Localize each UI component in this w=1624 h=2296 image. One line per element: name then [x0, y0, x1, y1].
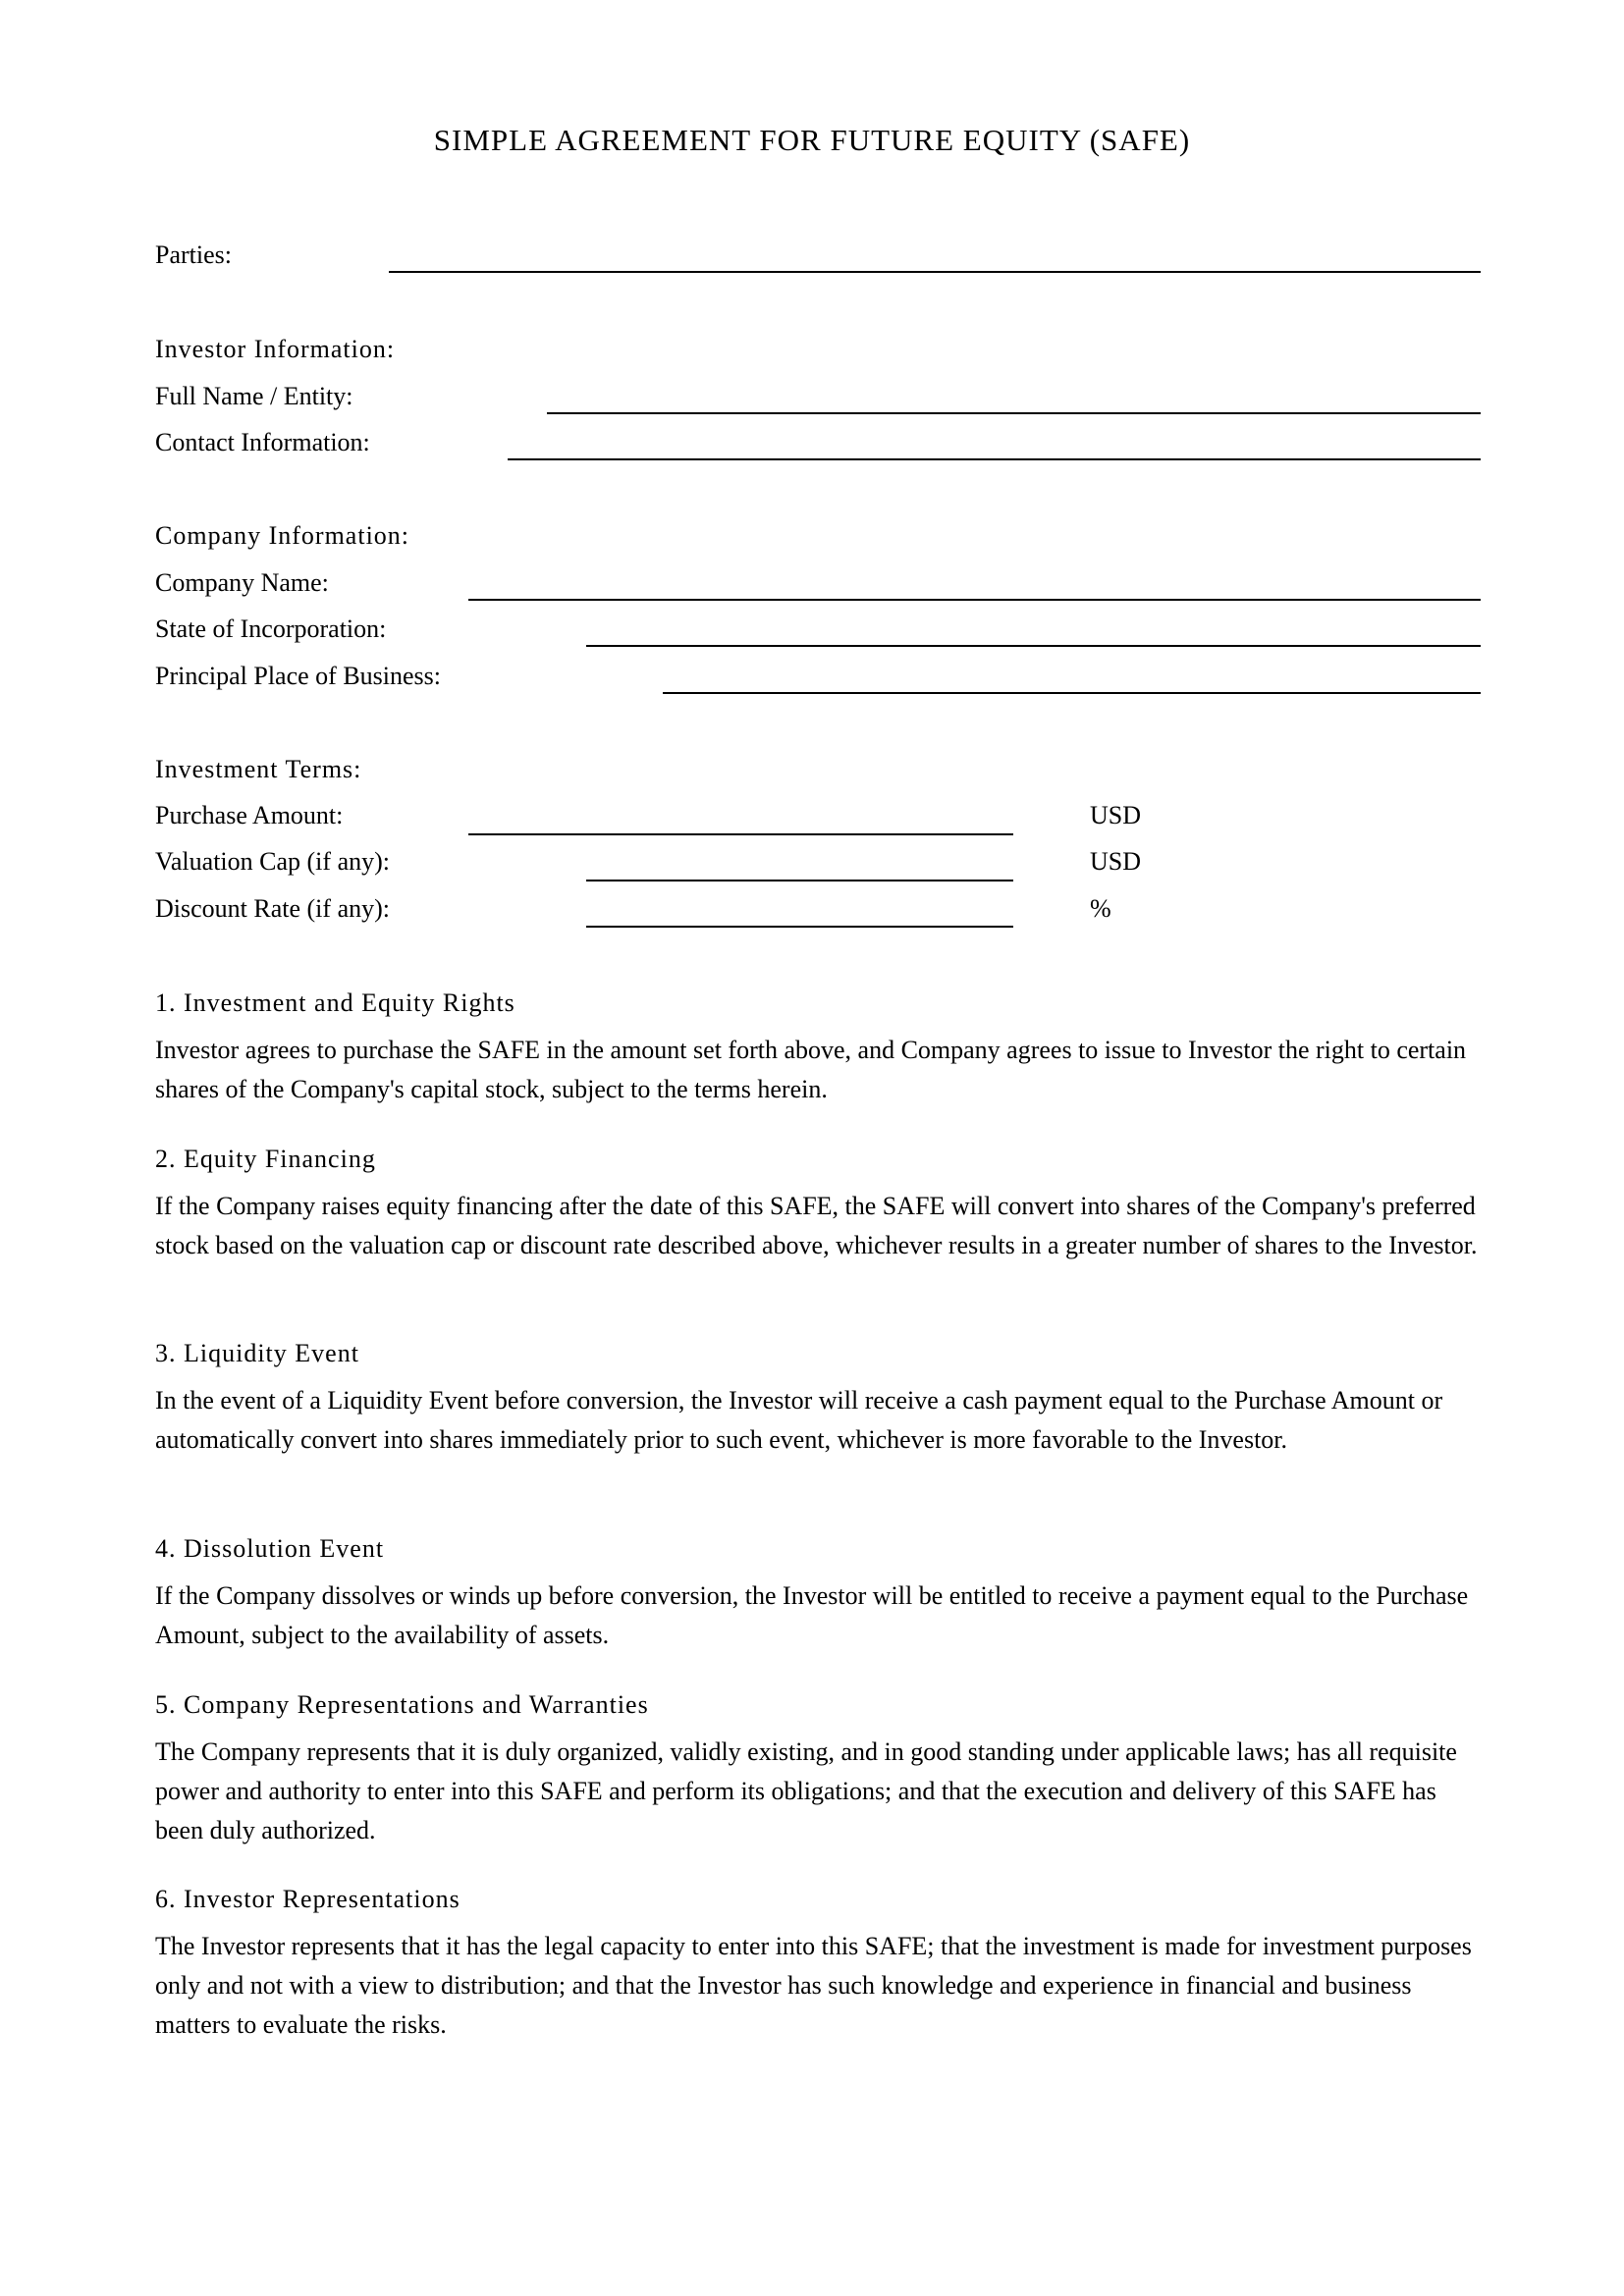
discount-rate-unit: %	[1090, 894, 1111, 923]
full-name-label: Full Name / Entity:	[155, 382, 353, 410]
section-body: The Investor represents that it has the legal capacity to enter into this SAFE; that the investment is made for investment purposes only and not with a view to distribution; and that the Investor has such knowledge and experience in financial and business matters to evaluate the risks.	[155, 1932, 1472, 2039]
section-title: 5. Company Representations and Warranties	[155, 1690, 649, 1719]
company-name-field[interactable]	[468, 599, 1481, 601]
purchase-amount-field[interactable]	[468, 833, 1013, 835]
section-title: 6. Investor Representations	[155, 1885, 460, 1913]
valuation-cap-unit: USD	[1090, 847, 1142, 876]
purchase-amount-label: Purchase Amount:	[155, 801, 344, 829]
section-body: Investor agrees to purchase the SAFE in the amount set forth above, and Company agrees to issue to Investor the right to certain shares of the Company's capital stock, subject to the terms herein.	[155, 1036, 1467, 1103]
company-info-heading: Company Information:	[155, 521, 410, 550]
section-title: 3. Liquidity Event	[155, 1339, 359, 1367]
section-title: 2. Equity Financing	[155, 1145, 376, 1173]
company-name-label: Company Name:	[155, 568, 329, 597]
state-of-incorporation-field[interactable]	[586, 645, 1481, 647]
parties-field[interactable]	[389, 271, 1481, 273]
investor-info-heading: Investor Information:	[155, 335, 396, 363]
section-body: In the event of a Liquidity Event before conversion, the Investor will receive a cash payment equal to the Purchase Amount or automatically convert into shares immediately prior to such event, whichever is more favorable to the Investor.	[155, 1386, 1443, 1454]
purchase-amount-unit: USD	[1090, 801, 1142, 829]
parties-label: Parties:	[155, 240, 232, 269]
document-title: SIMPLE AGREEMENT FOR FUTURE EQUITY (SAFE)	[433, 123, 1191, 157]
valuation-cap-field[interactable]	[586, 880, 1013, 881]
section-body: If the Company dissolves or winds up before conversion, the Investor will be entitled to receive a payment equal to the Purchase Amount, subject to the availability of assets.	[155, 1581, 1469, 1649]
state-of-incorporation-label: State of Incorporation:	[155, 614, 387, 643]
section-body: If the Company raises equity financing after the date of this SAFE, the SAFE will convert into shares of the Company's preferred stock based on the valuation cap or discount rate described above, whichever results in a greater number of shares to the Investor.	[155, 1192, 1478, 1259]
full-name-field[interactable]	[547, 412, 1481, 414]
investment-terms-heading: Investment Terms:	[155, 755, 362, 783]
contact-info-field[interactable]	[508, 458, 1481, 460]
principal-place-field[interactable]	[663, 692, 1481, 694]
principal-place-label: Principal Place of Business:	[155, 662, 442, 690]
valuation-cap-label: Valuation Cap (if any):	[155, 847, 390, 876]
section-title: 4. Dissolution Event	[155, 1534, 385, 1563]
section-title: 1. Investment and Equity Rights	[155, 988, 515, 1017]
contact-info-label: Contact Information:	[155, 428, 370, 456]
section-body: The Company represents that it is duly organized, validly existing, and in good standing under applicable laws; has all requisite power and authority to enter into this SAFE and perform its obligations; and that the execution and delivery of this SAFE has been duly authorized.	[155, 1737, 1457, 1844]
discount-rate-field[interactable]	[586, 926, 1013, 928]
discount-rate-label: Discount Rate (if any):	[155, 894, 390, 923]
